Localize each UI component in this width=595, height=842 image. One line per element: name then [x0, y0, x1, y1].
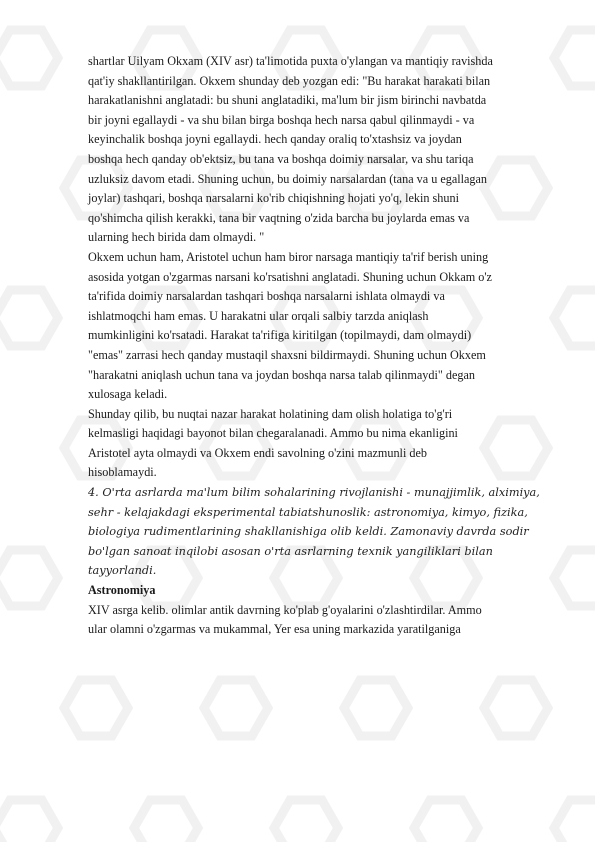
text-line: ishlatmoqchi ham emas. U harakatni ular orqali salbiy tarzda aniqlash — [88, 308, 429, 323]
text-line: keyinchalik boshqa joyni egallaydi. hech qanday oraliq to'xtashsiz va joydan — [88, 132, 462, 147]
italic-text-line: biologiya rudimentlarining shakllanishiga olib keldi. Zamonaviy davrda sodir — [88, 525, 529, 539]
text-line: harakatlanishni anglatadi: bu shuni anglatadiki, ma'lum bir jism birinchi navbatda — [88, 93, 487, 108]
text-line: kelmasligi haqidagi bayonot bilan chegaralanadi. Ammo bu nima ekanligini — [88, 426, 458, 441]
text-line: shartlar Uilyam Okxam (XIV asr) ta'limotida puxta o'ylangan va mantiqiy ravishda — [88, 54, 493, 68]
paragraph-ockham-quote — [88, 52, 552, 248]
text-line: hisoblamaydi. — [88, 465, 157, 480]
text-line: XIV asrga kelib. olimlar antik davrning ko'plab g'oyalarini o'zlashtirdilar. Ammo — [88, 602, 482, 617]
text-line: joylar) tashqari, boshqa narsalarni ko'rib chiqishning hojati yo'q, lekin shuni — [88, 191, 459, 206]
text-line: Aristotel ayta olmaydi va Okxem endi savolning o'zini mazmunli deb — [88, 445, 427, 460]
text-line: Okxem uchun ham, Aristotel uchun ham biror narsaga mantiqiy ta'rif berish uning — [88, 249, 489, 264]
text-line: "emas" zarrasi hech qanday mustaqil shaxsni bildirmaydi. Shuning uchun Okxem — [88, 347, 486, 362]
text-line: ular olamni o'zgarmas va mukammal, Yer esa uning markazida yaratilganiga — [88, 622, 461, 637]
text-line: Shunday qilib, bu nuqtai nazar harakat holatining dam olish holatiga to'g'ri — [88, 406, 453, 421]
text-line: mumkinligini ko'rsatadi. Harakat ta'rifiga kiritilgan (topilmaydi, dam olmaydi) — [88, 328, 472, 343]
text-line: ularning hech birida dam olmaydi. " — [88, 230, 265, 245]
text-line: uzluksiz davom etadi. Shuning uchun, bu doimiy narsalardan (tana va u egallagan — [88, 171, 488, 186]
paragraph-astronomy — [88, 601, 552, 640]
italic-text-line: 4. O'rta asrlarda ma'lum bilim sohalarining rivojlanishi - munajjimlik, alximiya, — [88, 486, 540, 500]
italic-text-line: tayyorlandi. — [88, 564, 157, 578]
text-line: "harakatni aniqlash uchun tana va joydan boshqa narsa talab qilinmaydi" degan — [88, 367, 475, 382]
text-line: xulosaga keladi. — [88, 387, 168, 402]
document-body — [88, 52, 552, 640]
section-heading-astronomiya: Astronomiya — [88, 583, 156, 598]
text-line: asosida yotgan o'zgarmas narsani ko'rsatishni anglatadi. Shuning uchun Okkam o'z — [88, 269, 492, 284]
text-line: boshqa hech qanday ob'ektsiz, bu tana va boshqa doimiy narsalar, va shu tariqa — [88, 151, 474, 166]
section-4-italic-summary — [88, 483, 552, 581]
text-line: bir joyni egallaydi - va shu bilan birga boshqa hech narsa qabul qilinmaydi - va — [88, 112, 475, 127]
text-line: qo'shimcha qilish kerakki, tana bir vaqtning o'zida barcha bu joylarda emas va — [88, 210, 470, 225]
paragraph-definition — [88, 248, 552, 405]
italic-text-line: bo'lgan sanoat inqilobi asosan o'rta asrlarning texnik yangiliklari bilan — [88, 544, 493, 558]
text-line: qat'iy shakllantirilgan. Okxem shunday deb yozgan edi: "Bu harakat harakati bilan — [88, 73, 491, 88]
italic-text-line: sehr - kelajakdagi eksperimental tabiatshunoslik: astronomiya, kimyo, fizika, — [88, 505, 528, 519]
paragraph-conclusion — [88, 405, 552, 483]
text-line: ta'rifida doimiy narsalardan tashqari boshqa narsalarni ishlata olmaydi va — [88, 289, 445, 304]
